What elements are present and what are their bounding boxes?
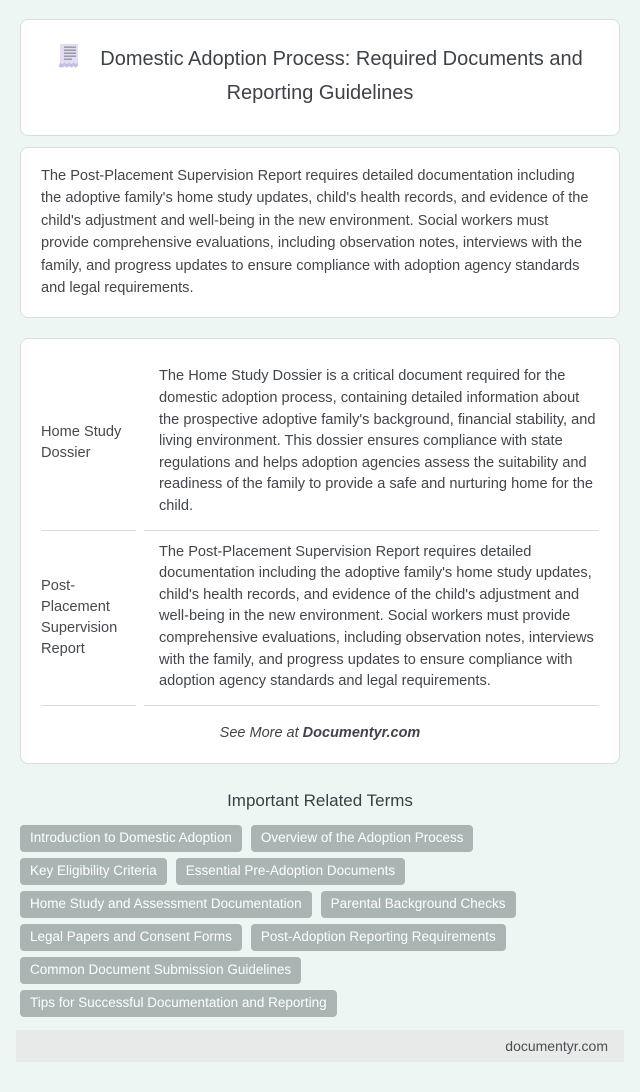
related-term-tag[interactable]: Legal Papers and Consent Forms — [20, 924, 242, 951]
definition-cell: The Home Study Dossier is a critical document required for the domestic adoption process, containing detailed information about the prospective adoptive family's background, financial stability, and living environment. This dossier ensures compliance with state regulations and helps adoption agencies assess the suitability and readiness of the family to provide a safe and nurturing home for the child. — [144, 355, 599, 530]
summary-text: The Post-Placement Supervision Report requires detailed documentation including the adoptive family's home study updates, child's health records, and evidence of the child's adjustment and well-being in the new environment. Social workers must provide comprehensive evaluations, including observation notes, interviews with the family, and progress updates to ensure compliance with adoption agency standards and legal requirements. — [41, 168, 589, 297]
page-title — [49, 43, 591, 108]
table-row — [41, 355, 599, 530]
related-term-tag[interactable]: Essential Pre-Adoption Documents — [176, 858, 405, 885]
related-terms-heading: Important Related Terms — [227, 790, 413, 810]
term-label: Home Study Dossier — [41, 423, 122, 461]
related-term-tag[interactable]: Parental Background Checks — [321, 891, 516, 918]
related-term-tag[interactable]: Post-Adoption Reporting Requirements — [251, 924, 506, 951]
footer-bar — [16, 1030, 624, 1062]
terms-table-card — [20, 338, 620, 763]
page-title-text: Domestic Adoption Process: Required Documents and Reporting Guidelines — [100, 48, 583, 104]
related-term-tag[interactable]: Home Study and Assessment Documentation — [20, 891, 312, 918]
header-card — [20, 19, 620, 136]
footer-site-label: documentyr.com — [505, 1037, 608, 1054]
term-cell — [41, 531, 136, 706]
related-term-tag[interactable]: Introduction to Domestic Adoption — [20, 825, 242, 852]
related-term-tag[interactable]: Key Eligibility Criteria — [20, 858, 167, 885]
see-more-line — [41, 725, 599, 741]
related-term-tag[interactable]: Common Document Submission Guidelines — [20, 957, 301, 984]
related-term-tag[interactable]: Tips for Successful Documentation and Reporting — [20, 990, 337, 1017]
term-label: Post-Placement Supervision Report — [41, 577, 118, 657]
see-more-prefix: See More at — [219, 724, 303, 741]
receipt-icon — [57, 43, 82, 79]
related-term-tag[interactable]: Overview of the Adoption Process — [251, 825, 474, 852]
summary-card — [20, 147, 620, 318]
term-cell — [41, 355, 136, 530]
see-more-brand-link[interactable]: Documentyr.com — [302, 724, 421, 741]
definition-cell: The Post-Placement Supervision Report requires detailed documentation including the adoptive family's home study updates, child's health records, and evidence of the child's adjustment and well-being in the new environment. Social workers must provide comprehensive evaluations, including observation notes, interviews with the family, and progress updates to ensure compliance with adoption agency standards and legal requirements. — [144, 531, 599, 706]
related-terms-tag-list — [20, 825, 620, 1017]
table-row — [41, 531, 599, 706]
